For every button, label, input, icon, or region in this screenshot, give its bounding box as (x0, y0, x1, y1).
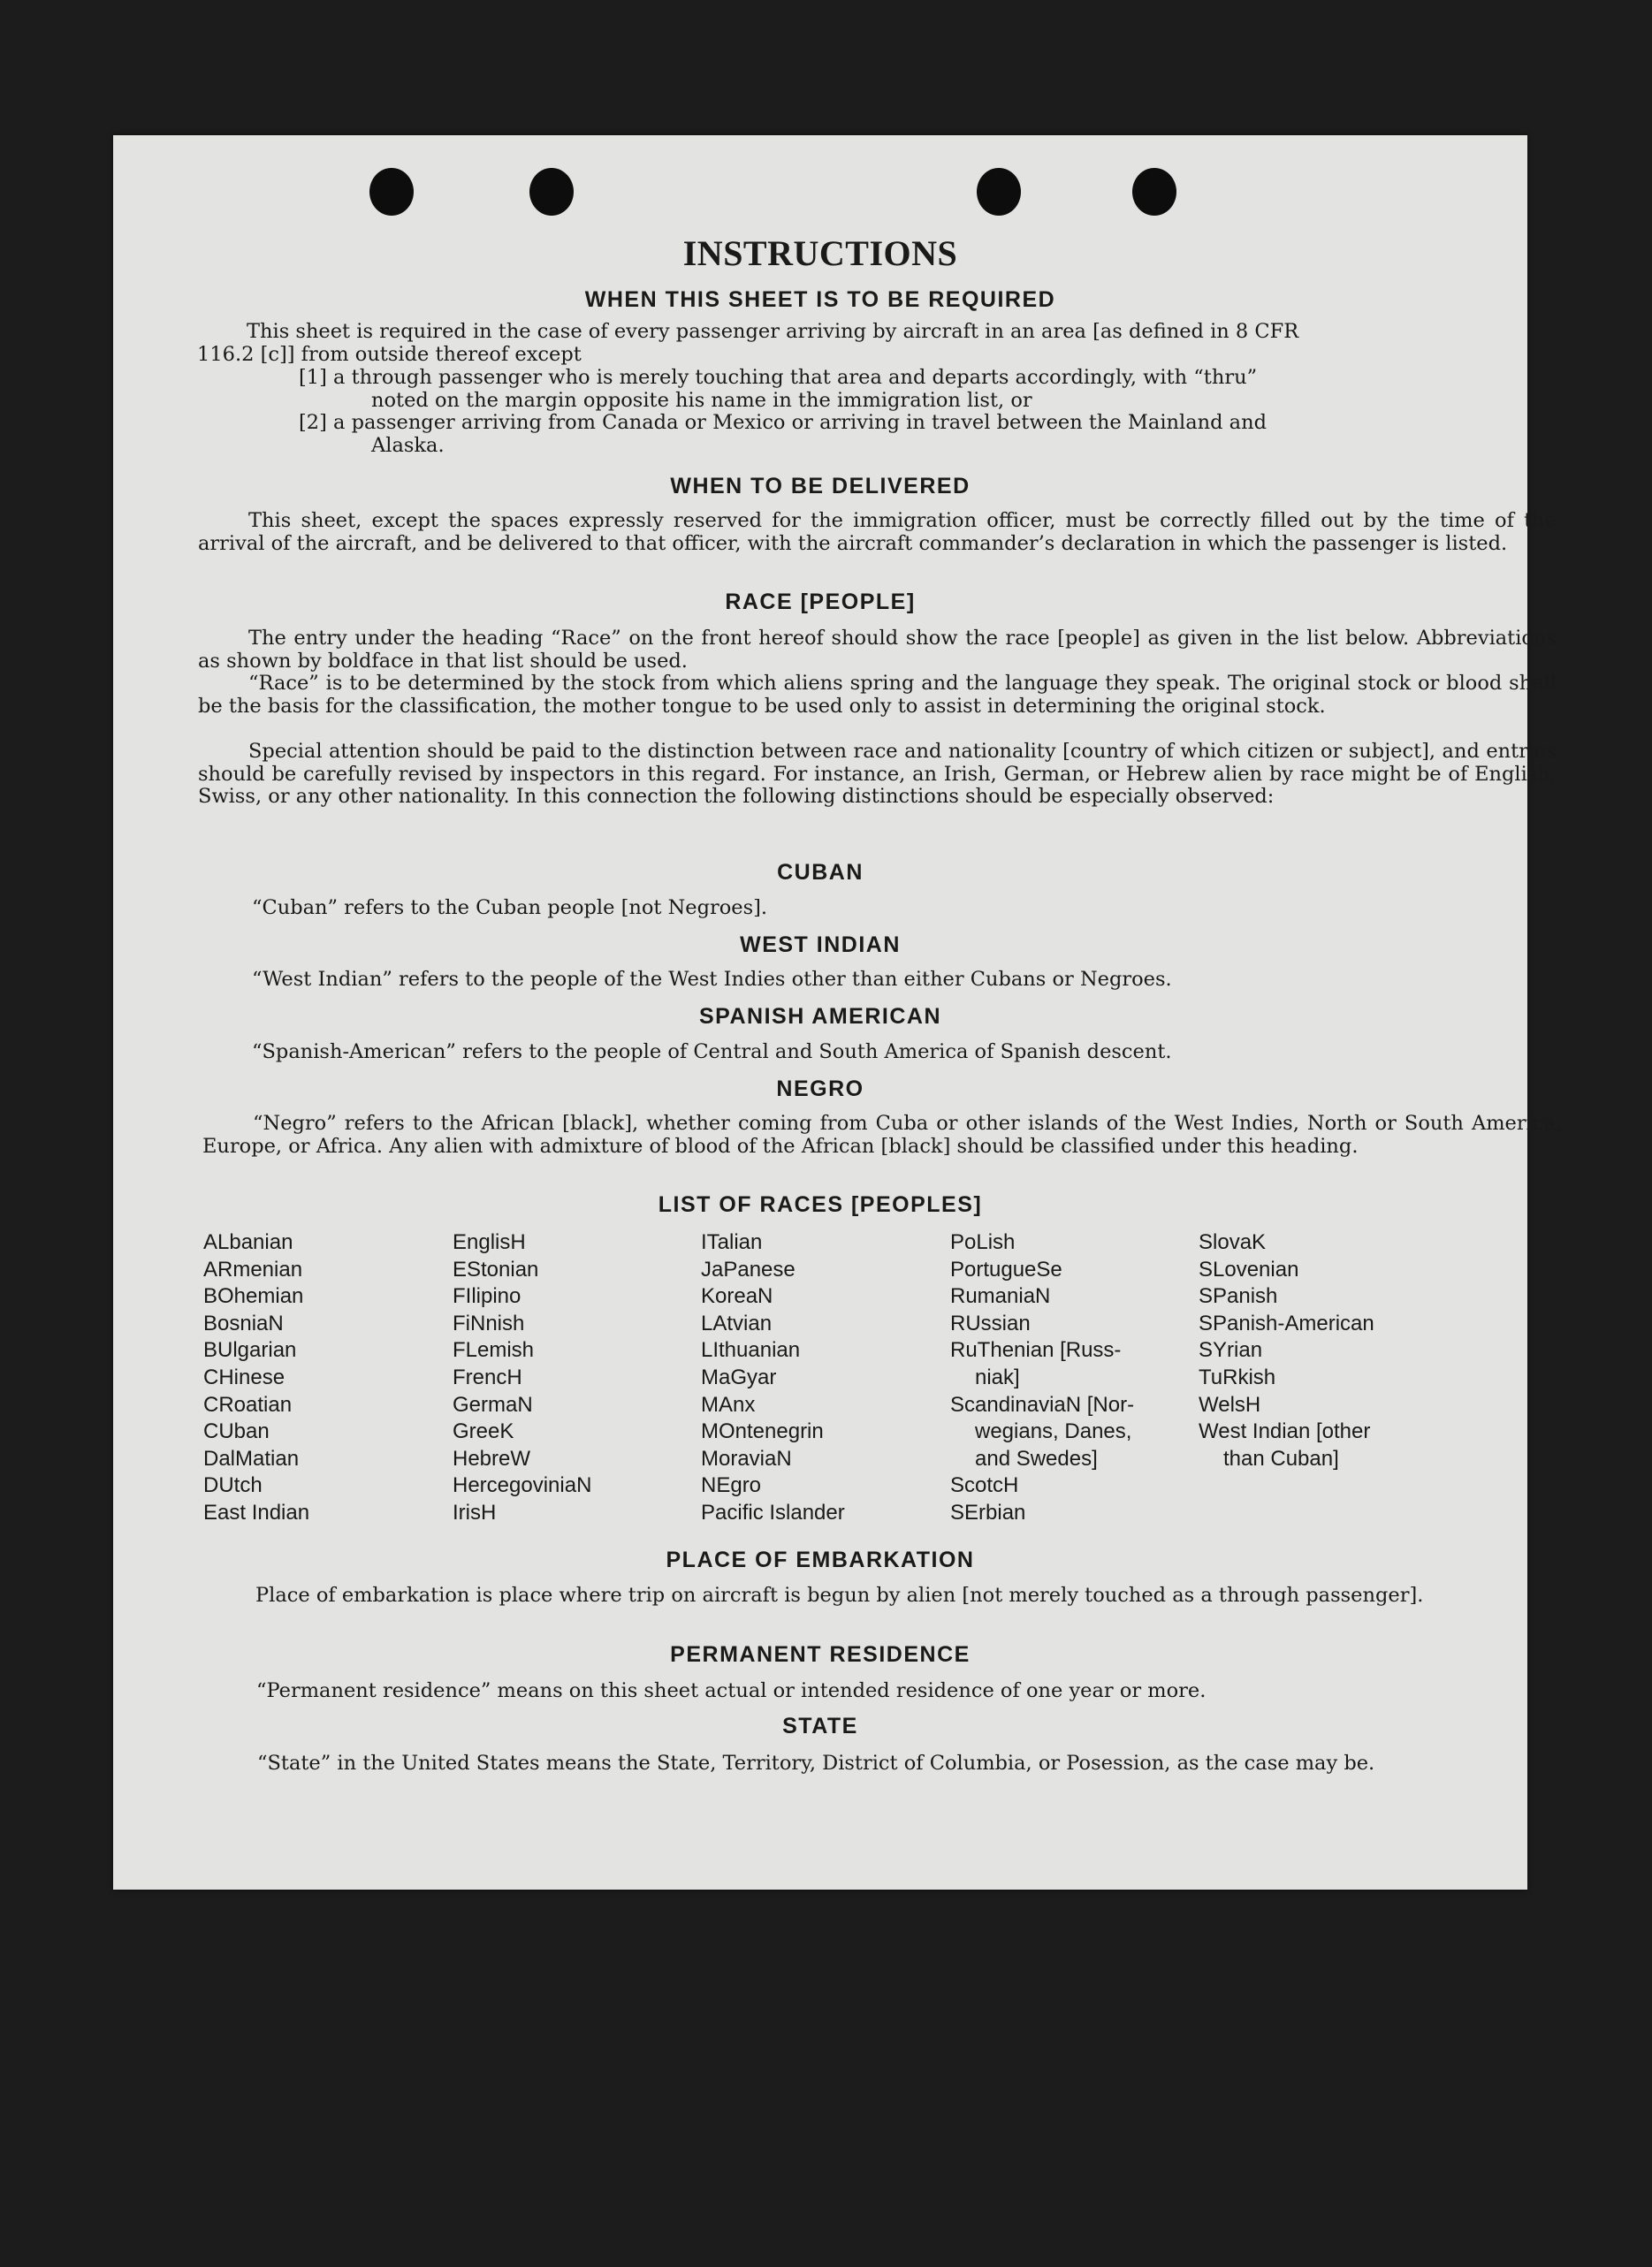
section-heading-race: RACE [PEOPLE] (725, 590, 916, 614)
state-text: “State” in the United States means the State, Territory, District of Columbia, or Posession, as the case may be. (257, 1752, 1375, 1775)
list-item: wegians, Danes, (975, 1419, 1132, 1444)
section-heading-state: STATE (782, 1714, 858, 1738)
list-item: FLemish (453, 1338, 535, 1363)
list-item: MaGyar (701, 1365, 777, 1389)
list-item: ARmenian (203, 1257, 303, 1282)
list-item: JaPanese (701, 1257, 796, 1282)
required-item-2: [2] a passenger arriving from Canada or Mexico or arriving in travel between the Mainland and Alaska. (299, 411, 1267, 457)
list-item: BosniaN (203, 1311, 284, 1335)
list-item: TuRkish (1199, 1365, 1276, 1389)
list-item: CHinese (203, 1365, 285, 1389)
list-item: MoraviaN (701, 1446, 792, 1471)
section-heading-cuban: CUBAN (777, 860, 864, 885)
list-item: SLovenian (1199, 1257, 1299, 1282)
list-item: MOntenegrin (701, 1419, 824, 1444)
list-item: FiNnish (453, 1311, 525, 1335)
embarkation-text: Place of embarkation is place where trip on aircraft is begun by alien [not merely touched as a through passenger]. (255, 1584, 1424, 1607)
list-item: GreeK (453, 1419, 514, 1444)
list-item: East Indian (203, 1500, 310, 1525)
section-heading-list: LIST OF RACES [PEOPLES] (658, 1192, 983, 1217)
races-column-3 (701, 1229, 845, 1527)
list-item: WelsH (1199, 1392, 1261, 1417)
list-item: GermaN (453, 1392, 533, 1417)
page-title: INSTRUCTIONS (682, 233, 958, 273)
required-intro: This sheet is required in the case of every passenger arriving by aircraft in an area [as defined in 8 CFR 116.2 [c]] from outside thereof except (197, 320, 1299, 366)
list-item: BUlgarian (203, 1338, 297, 1363)
list-item: CUban (203, 1419, 270, 1444)
list-item: Pacific Islander (701, 1500, 845, 1525)
race-para-1: The entry under the heading “Race” on the front hereof should show the race [people] as given in the list below. Abbreviations as shown by boldface in that list should be used. (198, 627, 1557, 673)
list-item: RumaniaN (950, 1284, 1051, 1309)
list-item: IrisH (453, 1500, 497, 1525)
list-item: RUssian (950, 1311, 1031, 1335)
list-item: MAnx (701, 1392, 756, 1417)
list-item: SPanish-American (1199, 1311, 1374, 1335)
list-item: DalMatian (203, 1446, 300, 1471)
race-para-3: Special attention should be paid to the distinction between race and nationality [country of which citizen or subject], and entries should be carefully revised by inspectors in this regard. For instance, an Irish, German, or Hebrew alien by race might be of English, Swiss, or any other nationality. In this connection the following distinctions should be especially observed: (198, 740, 1557, 808)
delivered-text: This sheet, except the spaces expressly reserved for the immigration officer, must be correctly filled out by the time of the arrival of the aircraft, and be delivered to that officer, with the aircraft commander’s declaration in which the passenger is listed. (198, 509, 1557, 555)
list-item: niak] (975, 1365, 1020, 1389)
section-heading-negro: NEGRO (776, 1076, 864, 1101)
list-item: SPanish (1199, 1284, 1278, 1309)
punch-hole (529, 168, 574, 216)
list-item: BOhemian (203, 1284, 304, 1309)
list-item: SYrian (1199, 1338, 1263, 1363)
list-item: West Indian [other (1199, 1419, 1371, 1444)
punch-hole (369, 168, 414, 216)
list-item: DUtch (203, 1473, 263, 1498)
list-item: PortugueSe (950, 1257, 1062, 1282)
required-item-1: [1] a through passenger who is merely touching that area and departs accordingly, with “thru” noted on the margin opposite his name in the immigration list, or (299, 366, 1258, 412)
races-column-5 (1199, 1229, 1374, 1472)
negro-text: “Negro” refers to the African [black], whether coming from Cuba or other islands of the West Indies, North or South America, Europe, or Africa. Any alien with admixture of blood of the African [black] should be classified under this heading. (202, 1112, 1562, 1158)
document-page (113, 135, 1562, 1890)
section-heading-embarkation: PLACE OF EMBARKATION (666, 1548, 975, 1572)
list-item: HebreW (453, 1446, 531, 1471)
races-column-2 (453, 1229, 591, 1527)
west-indian-text: “West Indian” refers to the people of the West Indies other than either Cubans or Negroes. (252, 968, 1172, 991)
list-item: than Cuban] (1223, 1446, 1339, 1471)
section-heading-residence: PERMANENT RESIDENCE (670, 1642, 971, 1667)
races-column-4 (950, 1229, 1134, 1527)
list-item: CRoatian (203, 1392, 293, 1417)
list-item: ScandinaviaN [Nor- (950, 1392, 1135, 1417)
list-item: EStonian (453, 1257, 539, 1282)
list-item: ScotcH (950, 1473, 1019, 1498)
list-item: FIlipino (453, 1284, 521, 1309)
list-item: SErbian (950, 1500, 1026, 1525)
section-heading-delivered: WHEN TO BE DELIVERED (670, 474, 971, 498)
list-item: PoLish (950, 1230, 1016, 1254)
list-item: ALbanian (203, 1230, 293, 1254)
punch-hole (1132, 168, 1176, 216)
cuban-text: “Cuban” refers to the Cuban people [not Negroes]. (252, 896, 768, 919)
section-heading-required: WHEN THIS SHEET IS TO BE REQUIRED (584, 287, 1056, 312)
list-item: NEgro (701, 1473, 762, 1498)
residence-text: “Permanent residence” means on this sheet actual or intended residence of one year or more. (256, 1679, 1207, 1702)
list-item: SlovaK (1199, 1230, 1267, 1254)
list-item: LIthuanian (701, 1338, 801, 1363)
list-item: ITalian (701, 1230, 763, 1254)
list-item: KoreaN (701, 1284, 773, 1309)
list-item: RuThenian [Russ- (950, 1338, 1122, 1363)
list-item: EnglisH (453, 1230, 526, 1254)
list-item: LAtvian (701, 1311, 773, 1335)
race-para-2: “Race” is to be determined by the stock from which aliens spring and the language they speak. The original stock or blood shall be the basis for the classification, the mother tongue to be used only to assist in determining the original stock. (198, 672, 1557, 718)
list-item: HercegoviniaN (453, 1473, 592, 1498)
spanish-american-text: “Spanish-American” refers to the people of Central and South America of Spanish descent. (252, 1040, 1172, 1063)
section-heading-west-indian: WEST INDIAN (740, 932, 901, 957)
list-item: FrencH (453, 1365, 522, 1389)
punch-hole (977, 168, 1021, 216)
list-item: and Swedes] (975, 1446, 1098, 1471)
section-heading-spanish-american: SPANISH AMERICAN (698, 1004, 941, 1029)
races-column-1 (203, 1229, 309, 1527)
